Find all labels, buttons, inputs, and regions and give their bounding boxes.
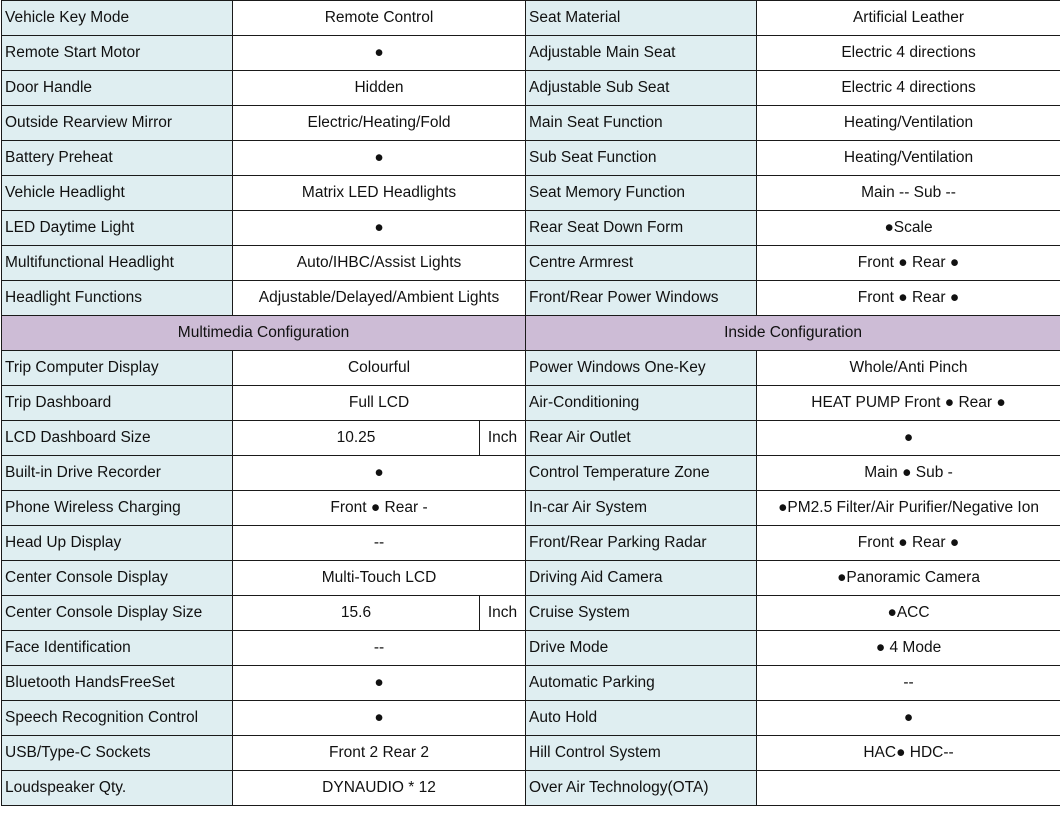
spec-label: Adjustable Main Seat	[526, 36, 757, 71]
table-row	[2, 561, 1060, 596]
spec-value: HAC● HDC--	[757, 736, 1060, 771]
table-row	[2, 736, 1060, 771]
spec-label: Front/Rear Power Windows	[526, 281, 757, 316]
spec-unit: Inch	[480, 421, 526, 456]
table-row	[2, 456, 1060, 491]
spec-label: Main Seat Function	[526, 106, 757, 141]
spec-label: Driving Aid Camera	[526, 561, 757, 596]
spec-value: ●	[233, 36, 526, 71]
table-row	[2, 106, 1060, 141]
spec-label: Remote Start Motor	[2, 36, 233, 71]
spec-value: Electric 4 directions	[757, 36, 1060, 71]
spec-label: Over Air Technology(OTA)	[526, 771, 757, 806]
spec-value: Hidden	[233, 71, 526, 106]
spec-value: ● 4 Mode	[757, 631, 1060, 666]
table-row	[2, 281, 1060, 316]
spec-value: ●PM2.5 Filter/Air Purifier/Negative Ion	[757, 491, 1060, 526]
section-title-inside: Inside Configuration	[526, 316, 1060, 351]
spec-value: Front ● Rear ●	[757, 281, 1060, 316]
spec-value: ●ACC	[757, 596, 1060, 631]
spec-value: Remote Control	[233, 1, 526, 36]
spec-label: Power Windows One-Key	[526, 351, 757, 386]
spec-value: Adjustable/Delayed/Ambient Lights	[233, 281, 526, 316]
spec-label: Seat Memory Function	[526, 176, 757, 211]
spec-label: Hill Control System	[526, 736, 757, 771]
spec-label: Bluetooth HandsFreeSet	[2, 666, 233, 701]
spec-value: Full LCD	[233, 386, 526, 421]
spec-label: Air-Conditioning	[526, 386, 757, 421]
spec-value: --	[233, 526, 526, 561]
spec-label: Door Handle	[2, 71, 233, 106]
spec-value: Electric/Heating/Fold	[233, 106, 526, 141]
spec-label: Auto Hold	[526, 701, 757, 736]
spec-value: Front ● Rear -	[233, 491, 526, 526]
spec-value: Heating/Ventilation	[757, 106, 1060, 141]
table-row	[2, 141, 1060, 176]
spec-label: Outside Rearview Mirror	[2, 106, 233, 141]
spec-value: Auto/IHBC/Assist Lights	[233, 246, 526, 281]
table-row	[2, 491, 1060, 526]
spec-label: Centre Armrest	[526, 246, 757, 281]
spec-value: Front ● Rear ●	[757, 526, 1060, 561]
spec-value: 10.25	[233, 421, 480, 456]
spec-value	[757, 771, 1060, 806]
table-row	[2, 351, 1060, 386]
spec-value: Multi-Touch LCD	[233, 561, 526, 596]
spec-label: Phone Wireless Charging	[2, 491, 233, 526]
table-row	[2, 176, 1060, 211]
section-header-row	[2, 316, 1060, 351]
spec-value: ●	[233, 141, 526, 176]
spec-value: DYNAUDIO * 12	[233, 771, 526, 806]
spec-value: Heating/Ventilation	[757, 141, 1060, 176]
spec-value: Whole/Anti Pinch	[757, 351, 1060, 386]
spec-value: Main -- Sub --	[757, 176, 1060, 211]
spec-value: ●Panoramic Camera	[757, 561, 1060, 596]
spec-label: USB/Type-C Sockets	[2, 736, 233, 771]
spec-value: ●	[233, 456, 526, 491]
table-row	[2, 246, 1060, 281]
spec-value: Artificial Leather	[757, 1, 1060, 36]
spec-value: Front 2 Rear 2	[233, 736, 526, 771]
spec-label: Sub Seat Function	[526, 141, 757, 176]
spec-value: --	[233, 631, 526, 666]
spec-label: Rear Seat Down Form	[526, 211, 757, 246]
spec-label: In-car Air System	[526, 491, 757, 526]
spec-value: --	[757, 666, 1060, 701]
spec-label: Headlight Functions	[2, 281, 233, 316]
spec-label: Control Temperature Zone	[526, 456, 757, 491]
spec-label: Center Console Display Size	[2, 596, 233, 631]
spec-value: Colourful	[233, 351, 526, 386]
spec-label: Cruise System	[526, 596, 757, 631]
spec-table-body	[2, 1, 1060, 806]
spec-label: Vehicle Headlight	[2, 176, 233, 211]
spec-label: Battery Preheat	[2, 141, 233, 176]
spec-value: ●	[233, 211, 526, 246]
spec-label: Front/Rear Parking Radar	[526, 526, 757, 561]
spec-label: Built-in Drive Recorder	[2, 456, 233, 491]
spec-label: Seat Material	[526, 1, 757, 36]
spec-label: Rear Air Outlet	[526, 421, 757, 456]
spec-label: Vehicle Key Mode	[2, 1, 233, 36]
spec-label: Automatic Parking	[526, 666, 757, 701]
spec-label: Adjustable Sub Seat	[526, 71, 757, 106]
table-row	[2, 71, 1060, 106]
table-row	[2, 701, 1060, 736]
table-row	[2, 631, 1060, 666]
table-row	[2, 211, 1060, 246]
table-row	[2, 596, 1060, 631]
spec-value: ●	[757, 701, 1060, 736]
spec-label: Trip Computer Display	[2, 351, 233, 386]
spec-label: Drive Mode	[526, 631, 757, 666]
spec-value: ●	[233, 666, 526, 701]
spec-value: HEAT PUMP Front ● Rear ●	[757, 386, 1060, 421]
spec-label: Multifunctional Headlight	[2, 246, 233, 281]
spec-value: Matrix LED Headlights	[233, 176, 526, 211]
spec-value: ●	[757, 421, 1060, 456]
spec-value: ●	[233, 701, 526, 736]
spec-label: Center Console Display	[2, 561, 233, 596]
spec-value: ●Scale	[757, 211, 1060, 246]
spec-label: Speech Recognition Control	[2, 701, 233, 736]
spec-value: 15.6	[233, 596, 480, 631]
table-row	[2, 666, 1060, 701]
spec-label: LCD Dashboard Size	[2, 421, 233, 456]
section-title-multimedia: Multimedia Configuration	[2, 316, 526, 351]
spec-label: Trip Dashboard	[2, 386, 233, 421]
spec-value: Electric 4 directions	[757, 71, 1060, 106]
spec-label: LED Daytime Light	[2, 211, 233, 246]
spec-unit: Inch	[480, 596, 526, 631]
table-row	[2, 526, 1060, 561]
table-row	[2, 36, 1060, 71]
spec-label: Loudspeaker Qty.	[2, 771, 233, 806]
spec-label: Face Identification	[2, 631, 233, 666]
table-row	[2, 386, 1060, 421]
table-row	[2, 421, 1060, 456]
table-row	[2, 1, 1060, 36]
table-row	[2, 771, 1060, 806]
spec-value: Main ● Sub -	[757, 456, 1060, 491]
spec-value: Front ● Rear ●	[757, 246, 1060, 281]
spec-table	[1, 0, 1060, 806]
spec-label: Head Up Display	[2, 526, 233, 561]
